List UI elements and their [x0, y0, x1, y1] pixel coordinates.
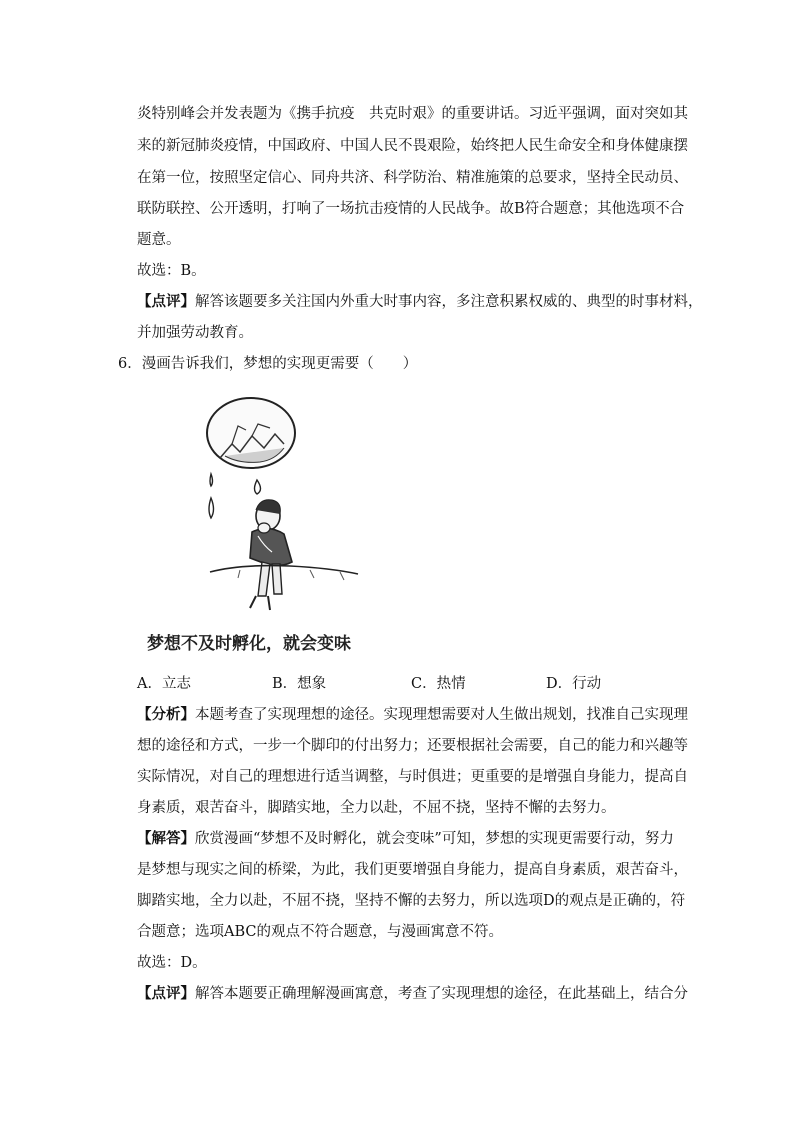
option-c[interactable]: C．热情 [411, 676, 466, 692]
text-line: 想的途径和方式，一步一个脚印的付出努力；还要根据社会需要，自己的能力和兴趣等 [137, 738, 688, 754]
text-line: 并加强劳动教育。 [137, 325, 253, 341]
answer-line: 故选：D。 [137, 955, 207, 971]
cartoon-illustration [180, 386, 400, 616]
text-line: 炎特别峰会并发表题为《携手抗疫 共克时艰》的重要讲话。习近平强调，面对突如其 [137, 106, 688, 122]
text-line: 联防联控、公开透明，打响了一场抗击疫情的人民战争。故B符合题意；其他选项不合 [137, 201, 685, 217]
analysis-text: 本题考查了实现理想的途径。实现理想需要对人生做出规划，找准自己实现理 [195, 707, 688, 723]
analysis-tag: 【分析】 [137, 706, 195, 723]
options-row [137, 674, 697, 694]
option-a[interactable]: A．立志 [137, 676, 191, 692]
text-line: 题意。 [137, 232, 181, 248]
text-line: 实际情况，对自己的理想进行适当调整，与时俱进；更重要的是增强自身能力，提高自 [137, 769, 688, 785]
comment-line [137, 292, 703, 312]
text-line: 合题意；选项ABC的观点不符合题意，与漫画寓意不符。 [137, 924, 503, 940]
comment-text: 解答本题要正确理解漫画寓意，考查了实现理想的途径，在此基础上，结合分 [195, 986, 688, 1002]
question-stem: 6．漫画告诉我们，梦想的实现更需要（ ） [118, 356, 418, 372]
comment-tag: 【点评】 [137, 293, 195, 310]
option-d[interactable]: D．行动 [546, 676, 602, 692]
comment-tag: 【点评】 [137, 985, 195, 1002]
solution-tag: 【解答】 [137, 830, 195, 847]
comment-line [137, 984, 688, 1004]
option-b[interactable]: B．想象 [272, 676, 327, 692]
text-line: 来的新冠肺炎疫情，中国政府、中国人民不畏艰险，始终把人民生命安全和身体健康摆 [137, 138, 688, 154]
solution-line [137, 829, 674, 849]
solution-text: 欣赏漫画“梦想不及时孵化，就会变味”可知，梦想的实现更需要行动，努力 [195, 831, 674, 847]
text-line: 在第一位，按照坚定信心、同舟共济、科学防治、精准施策的总要求，坚持全民动员、 [137, 170, 688, 186]
text-line: 脚踏实地，全力以赴，不屈不挠，坚持不懈的去努力，所以选项D的观点是正确的，符 [137, 893, 686, 909]
text-line: 是梦想与现实之间的桥梁，为此，我们更要增强自身能力，提高自身素质，艰苦奋斗， [137, 862, 688, 878]
comment-text: 解答该题要多关注国内外重大时事内容，多注意积累权威的、典型的时事材料， [195, 294, 703, 310]
text-line: 身素质，艰苦奋斗，脚踏实地，全力以赴，不屈不挠，坚持不懈的去努力。 [137, 800, 616, 816]
answer-line: 故选：B。 [137, 263, 206, 279]
analysis-line [137, 705, 688, 725]
cartoon-caption: 梦想不及时孵化，就会变味 [147, 634, 351, 654]
